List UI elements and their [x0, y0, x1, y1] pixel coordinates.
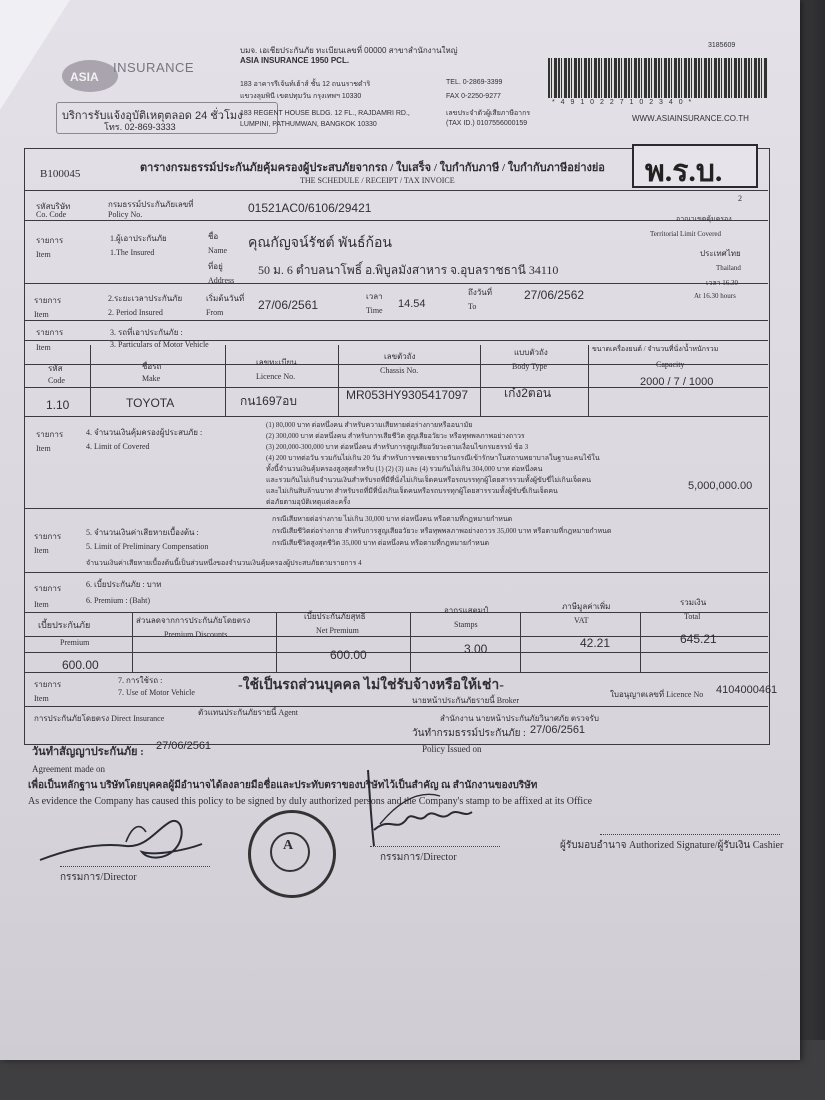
col-make-en: Make [142, 374, 161, 383]
insured-label-en: 1.The Insured [110, 248, 155, 257]
title-th: ตารางกรมธรรม์ประกันภัยคุ้มครองผู้ประสบภัยจากรถ / ใบเสร็จ / ใบกำกับภาษี / ใบกำกับภาษีอย่างย่อ [140, 162, 605, 174]
prelim-line: กรณีเสียชีวิตสูงสุดชีวิต 35,000 บาท ต่อหนึ่งคน หรือตามที่กฎหมายกำหนด [272, 539, 490, 547]
use-label-th: 7. การใช้รถ : [118, 676, 163, 685]
seal-letter: A [283, 838, 294, 853]
col-body-en: Body Type [512, 362, 548, 371]
policy-label-en: Policy No. [108, 210, 143, 219]
col-licence-en: Licence No. [256, 372, 296, 381]
issued-label-th: วันทำกรมธรรม์ประกันภัย : [412, 728, 526, 739]
limit-line: (3) 200,000-300,000 บาท ต่อหนึ่งคน สำหรับการสูญเสียอวัยวะตามเงื่อนไขกรมธรรม์ ข้อ 3 [266, 443, 529, 451]
col-chassis-th: เลขตัวถัง [384, 352, 416, 361]
prelim-line: กรณีเสียหายต่อร่างกาย ไม่เกิน 30,000 บาท ต่อหนึ่งคน หรือตามที่กฎหมายกำหนด [272, 515, 513, 523]
company-name-en: ASIA INSURANCE 1950 PCL. [240, 56, 350, 65]
period-from: 27/06/2561 [258, 298, 319, 312]
co-code-th: รหัสบริษัท [36, 202, 71, 211]
doc-number: 3185609 [708, 42, 736, 49]
name-label-th: ชื่อ [208, 232, 219, 241]
page-number: 2 [738, 194, 742, 203]
limit-item-en: Item [36, 444, 51, 453]
premium-item: รายการ [34, 584, 62, 593]
policy-label-th: กรมธรรม์ประกันภัยเลขที่ [108, 200, 194, 209]
territory-label-en: Territorial Limit Covered [650, 230, 722, 238]
address-label-th: ที่อยู่ [208, 262, 223, 271]
prelim-label-th: 5. จำนวนเงินค่าเสียหายเบื้องต้น : [86, 528, 199, 537]
vehicle-label-th: 3. รถที่เอาประกันภัย : [110, 328, 183, 337]
col-make-th: ชื่อรถ [142, 362, 162, 371]
territory-label-th: อาณาเขตคุ้มครอง [676, 215, 732, 223]
col-discount-en: Premium Discounts [164, 630, 228, 639]
broker-label: นายหน้าประกันภัยรายนี้ Broker [412, 696, 519, 705]
hotline-phone: โทร. 02-869-3333 [104, 122, 176, 132]
logo-asia: ASIA [70, 70, 99, 84]
evidence-en: As evidence the Company has caused this policy to be signed by duly authorized persons and the Company's stamp to be affixed at its Office [28, 796, 593, 807]
co-code-en: Co. Code [36, 210, 67, 219]
tax-label: เลขประจำตัวผู้เสียภาษีอากร [446, 110, 531, 117]
limit-line: และรวมกันไม่เกินจำนวนเงินสำหรับรถที่มีที่นั่งไม่เกินเจ็ดคนหรือรถบรรทุกผู้โดยสารรวมทั้งผู้ขับขี่ไม่เกินเจ็ดคน [266, 476, 592, 484]
office-label: สำนักงาน นายหน้าประกันภัยวินาศภัย ตรวจรับ [440, 714, 599, 723]
barcode [548, 58, 768, 98]
item-label-en: Item [36, 250, 51, 259]
vehicle-item-en: Item [36, 343, 51, 352]
period-label-th: 2.ระยะเวลาประกันภัย [108, 294, 183, 303]
time-label-en: Time [366, 306, 383, 315]
insured-address: 50 ม. 6 ตำบลนาโพธิ์ อ.พิบูลมังสาหาร จ.อุบลราชธานี 34110 [258, 263, 559, 277]
insured-label-th: 1.ผู้เอาประกันภัย [110, 234, 167, 243]
agreement-label-th: วันทำสัญญาประกันภัย : [32, 746, 144, 758]
col-vat-th: ภาษีมูลค่าเพิ่ม [562, 602, 611, 611]
col-chassis-en: Chassis No. [380, 366, 419, 375]
col-premium-en: Premium [60, 638, 90, 647]
col-stamps-en: Stamps [454, 620, 478, 629]
vehicle-make: TOYOTA [126, 396, 175, 410]
time-label-th: เวลา [366, 292, 383, 301]
end-time-th: เวลา 16.30 [706, 279, 739, 287]
barcode-digits: * 4 9 1 0 2 2 7 1 0 2 3 4 0 * [552, 99, 694, 106]
limit-line: ต่อภัยตามอุบัติเหตุแต่ละครั้ง [266, 498, 351, 506]
prelim-item: รายการ [34, 532, 62, 541]
authorized-signature-label: ผู้รับมอบอำนาจ Authorized Signature/ผู้รับเงิน Cashier [560, 840, 784, 851]
limit-total: 5,000,000.00 [688, 480, 753, 492]
col-net-en: Net Premium [316, 626, 359, 635]
vehicle-capacity: 2000 / 7 / 1000 [640, 376, 714, 388]
signature-director-1 [36, 812, 206, 874]
col-discount-th: ส่วนลดจากการประกันภัยโดยตรง [136, 616, 251, 625]
licence-label: ใบอนุญาตเลขที่ Licence No [610, 690, 704, 699]
limit-label-th: 4. จำนวนเงินคุ้มครองผู้ประสบภัย : [86, 428, 203, 437]
total-amount: 645.21 [680, 632, 717, 646]
limit-label-en: 4. Limit of Covered [86, 442, 150, 451]
address-en-2: LUMPINI, PATHUMWAN, BANGKOK 10330 [240, 121, 377, 128]
prelim-line: กรณีเสียชีวิตต่อร่างกาย สำหรับการสูญเสียอวัยวะ หรือทุพพลภาพอย่างถาวร 35,000 บาท หรือตามที่กฎหมายกำหนด [272, 527, 612, 535]
premium-label-en: 6. Premium : (Baht) [86, 596, 150, 605]
evidence-th: เพื่อเป็นหลักฐาน บริษัทโดยบุคคลผู้มีอำนาจได้ลงลายมือชื่อและประทับตราของบริษัทไว้เป็นสำคัญ ณ สำนักงานของบริษัท [28, 780, 538, 791]
period-item-en: Item [34, 310, 49, 319]
licence-number: 4104000461 [716, 684, 778, 696]
agent-label: ตัวแทนประกันภัยรายนี้ Agent [198, 708, 299, 717]
prelim-label-en: 5. Limit of Preliminary Compensation [86, 542, 209, 551]
direct-insurance: การประกันภัยโดยตรง Direct Insurance [34, 714, 165, 723]
limit-item: รายการ [36, 430, 64, 439]
col-net-th: เบี้ยประกันภัยสุทธิ [304, 612, 366, 621]
use-item-en: Item [34, 694, 49, 703]
from-label-th: เริ่มต้นวันที่ [206, 294, 245, 303]
tax-id: (TAX ID.) 0107556000159 [446, 120, 528, 127]
use-label-en: 7. Use of Motor Vehicle [118, 688, 195, 697]
period-label-en: 2. Period Insured [108, 308, 163, 317]
premium-amount: 600.00 [62, 658, 99, 672]
col-total-th: รวมเงิน [680, 598, 707, 607]
address-en: 183 REGENT HOUSE BLDG. 12 FL., RAJDAMRI RD., [240, 110, 410, 117]
insured-name: คุณกัญจน์รัชต์ พันธ์ก้อน [248, 236, 392, 251]
col-capacity-en: Capacity [656, 360, 685, 369]
company-name-th: บมจ. เอเชียประกันภัย ทะเบียนเลขที่ 00000 สาขาสำนักงานใหญ่ [240, 46, 458, 55]
agreement-label-en: Agreement made on [32, 764, 105, 774]
issued-label-en: Policy Issued on [422, 744, 482, 754]
address-label-en: Address [208, 276, 235, 285]
col-capacity-th: ขนาดเครื่องยนต์ / จำนวนที่นั่ง/น้ำหนักรวม [592, 345, 719, 353]
director-1-label: กรรมการ/Director [60, 872, 137, 883]
premium-item-en: Item [34, 600, 49, 609]
policy-number: 01521AC0/6106/29421 [248, 201, 372, 215]
title-en: THE SCHEDULE / RECEIPT / TAX INVOICE [300, 176, 455, 185]
period-item: รายการ [34, 296, 62, 305]
col-stamps-th: อากรแสตมป์ [444, 606, 489, 615]
item-label: รายการ [36, 236, 64, 245]
to-label-en: To [468, 302, 477, 311]
prelim-footer: จำนวนเงินค่าเสียหายเบื้องต้นนี้เป็นส่วนหนึ่งของจำนวนเงินคุ้มครองผู้ประสบภัยตามรายการ 4 [86, 559, 362, 567]
logo-insurance: INSURANCE [113, 60, 195, 75]
territory-value-th: ประเทศไทย [700, 249, 741, 258]
limit-line: ทั้งนี้จำนวนเงินคุ้มครองสูงสุดสำหรับ (1) (2) (3) และ (4) รวมกันไม่เกิน 304,000 บาท ต่อหนึ่งคน [266, 465, 543, 473]
name-label-en: Name [208, 246, 228, 255]
col-code-en: Code [48, 376, 65, 385]
col-code-th: รหัส [48, 364, 63, 373]
col-licence-th: เลขทะเบียน [256, 358, 297, 367]
paper-corner [0, 0, 70, 110]
agreement-date: 27/06/2561 [156, 740, 212, 752]
limit-line: (4) 200 บาทต่อวัน รวมกันไม่เกิน 20 วัน สำหรับการชดเชยรายวันกรณีเข้ารักษาในสถานพยาบาลในฐานะคนไข้ใน [266, 454, 600, 462]
col-premium-th: เบี้ยประกันภัย [38, 620, 91, 630]
fax: FAX 0-2250-9277 [446, 93, 501, 100]
vehicle-body: เก๋ง2ตอน [504, 386, 552, 400]
from-label-en: From [206, 308, 224, 317]
signature-director-2 [360, 760, 490, 850]
address-th: 183 อาคารรีเจ้นท์เฮ้าส์ ชั้น 12 ถนนราชดำริ [240, 81, 371, 88]
website: WWW.ASIAINSURANCE.CO.TH [632, 114, 749, 123]
premium-label-th: 6. เบี้ยประกันภัย : บาท [86, 580, 162, 589]
address-th-2: แขวงลุมพินี เขตปทุมวัน กรุงเทพฯ 10330 [240, 93, 362, 100]
period-to: 27/06/2562 [524, 288, 585, 302]
vat-amount: 42.21 [580, 636, 611, 650]
policy-code: B100045 [40, 168, 81, 180]
vehicle-code: 1.10 [46, 398, 70, 412]
col-total-en: Total [684, 612, 701, 621]
end-time-en: At 16.30 hours [694, 292, 736, 300]
hotline-label: บริการรับแจ้งอุบัติเหตุตลอด 24 ชั่วโมง [62, 110, 243, 122]
vehicle-label-en: 3. Particulars of Motor Vehicle [110, 340, 209, 349]
limit-line: และไม่เกินสิบล้านบาท สำหรับรถที่มีที่นั่งเกินเจ็ดคนหรือรถบรรทุกผู้โดยสารรวมทั้งผู้ขับขี่เกินเจ็ดคน [266, 487, 558, 495]
vehicle-licence: กน1697อบ [240, 394, 297, 408]
use-item: รายการ [34, 680, 62, 689]
tel: TEL. 0-2869-3399 [446, 79, 503, 86]
use-value: -ใช้เป็นรถส่วนบุคคล ไม่ใช่รับจ้างหรือให้เช่า- [238, 678, 504, 693]
limit-line: (1) 80,000 บาท ต่อหนึ่งคน สำหรับความเสียหายต่อร่างกายหรืออนามัย [266, 421, 473, 429]
issued-date: 27/06/2561 [530, 724, 586, 736]
vehicle-item: รายการ [36, 328, 64, 337]
to-label-th: ถึงวันที่ [468, 288, 492, 297]
territory-value-en: Thailand [716, 264, 741, 272]
period-time: 14.54 [398, 298, 426, 310]
prelim-item-en: Item [34, 546, 49, 555]
col-body-th: แบบตัวถัง [514, 348, 548, 357]
vehicle-chassis: MR053HY9305417097 [346, 388, 469, 402]
director-2-label: กรรมการ/Director [380, 852, 457, 863]
limit-line: (2) 300,000 บาท ต่อหนึ่งคน สำหรับการเสียชีวิต สูญเสียอวัยวะ หรือทุพพลภาพอย่างถาวร [266, 432, 525, 440]
col-vat-en: VAT [574, 616, 589, 625]
net-premium: 600.00 [330, 648, 367, 662]
stamps-amount: 3.00 [464, 642, 488, 656]
prb-mark: พ.ร.บ. [645, 155, 723, 188]
